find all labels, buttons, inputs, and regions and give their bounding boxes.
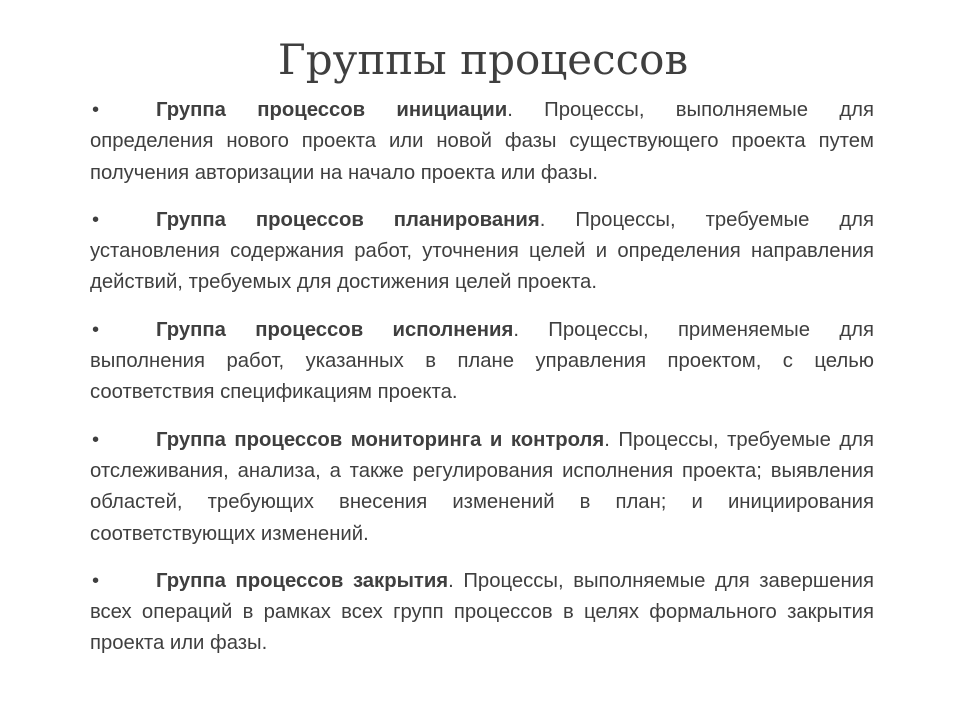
item-text: . Процессы, требуемые для отслеживания, анализа, а также регулирования исполнения проекта; выявления областей, требующих внесения изменений в план; и инициирования соответствующих изменений.: [90, 428, 874, 545]
slide-title: Группы процессов: [277, 35, 689, 84]
item-text: . Процессы, требуемые для установления содержания работ, уточнения целей и определения направления действий, требуемых для достижения целей проекта.: [90, 208, 874, 294]
item-term: Группа процессов мониторинга и контроля: [156, 428, 605, 451]
bullet-icon: •: [92, 569, 100, 592]
bullet-icon: •: [92, 99, 100, 121]
item-term: Группа процессов исполнения: [156, 318, 514, 341]
item-text: . Процессы, применяемые для выполнения работ, указанных в плане управления проектом, с целью соответствия спецификациям проекта.: [90, 318, 874, 404]
list-item: [90, 566, 874, 660]
item-term: Группа процессов закрытия: [156, 569, 449, 592]
list-item: [90, 315, 874, 409]
bullet-icon: •: [92, 318, 100, 341]
item-term: Группа процессов планирования: [156, 208, 540, 231]
list-item: [90, 95, 874, 189]
bullet-icon: •: [92, 208, 100, 231]
item-text: . Процессы, выполняемые для завершения всех операций в рамках всех групп процессов в целях формального закрытия проекта или фазы.: [90, 569, 874, 655]
item-term: Группа процессов инициации: [156, 99, 508, 121]
bullet-icon: •: [92, 428, 100, 451]
item-text: . Процессы, выполняемые для определения нового проекта или новой фазы существующего проекта путем получения авторизации на начало проекта или фазы.: [90, 99, 874, 184]
list-item: [90, 425, 874, 550]
list-item: [90, 205, 874, 299]
process-groups-list: [90, 95, 874, 676]
